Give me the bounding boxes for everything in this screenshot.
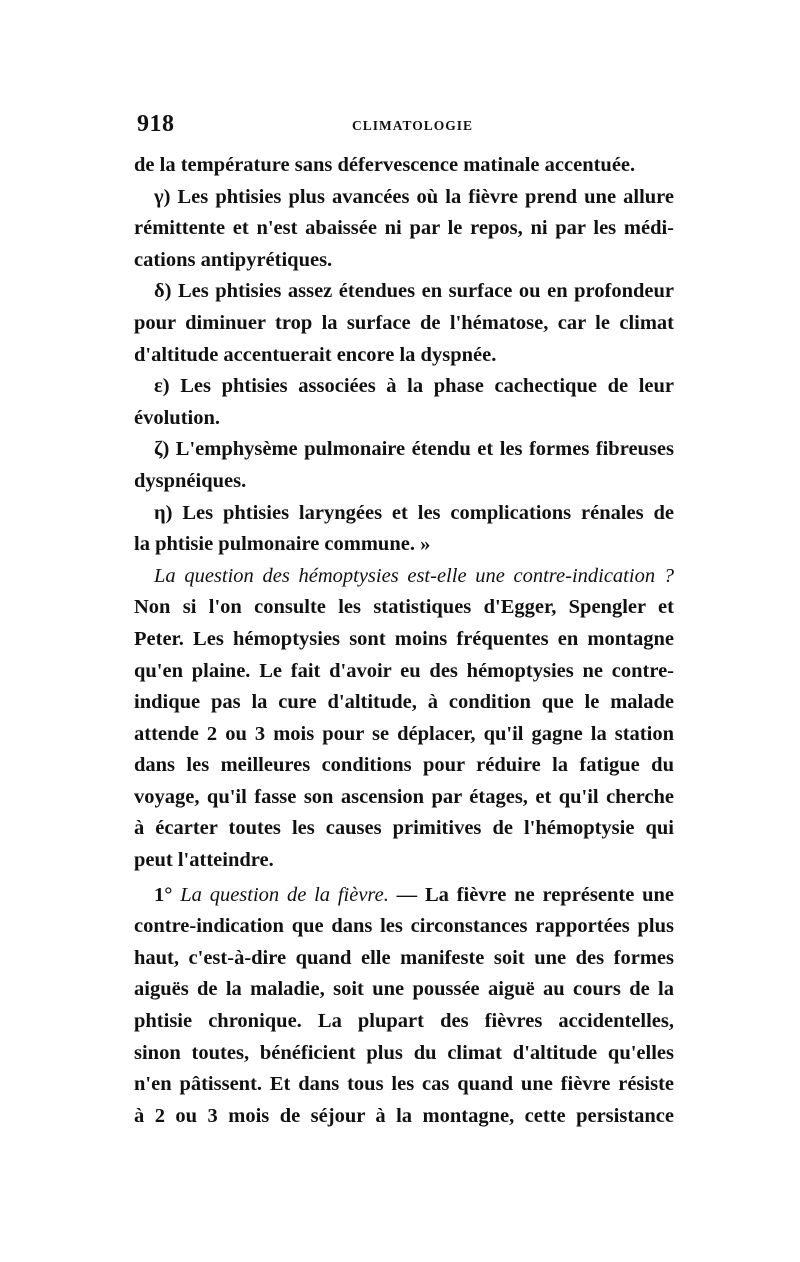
numbered-section-line — [134, 880, 674, 912]
text-line: n'en pâtissent. Et dans tous les cas quand une fièvre résiste — [134, 1073, 674, 1096]
text-line: voyage, qu'il fasse son ascension par étages, et qu'il cherche — [134, 785, 674, 808]
text-line: dans les meilleures conditions pour réduire la fatigue du — [134, 754, 674, 777]
text-line: δ) Les phtisies assez étendues en surface ou en profondeur — [154, 280, 674, 303]
text-line: η) Les phtisies laryngées et les complications rénales de — [154, 501, 674, 524]
running-title: CLIMATOLOGIE — [352, 118, 474, 133]
page-number: 918 — [137, 111, 175, 137]
text-line: évolution. — [134, 406, 220, 429]
text-line: Non si l'on consulte les statistiques d'Egger, Spengler et — [134, 596, 674, 619]
text-line: attende 2 ou 3 mois pour se déplacer, qu'il gagne la station — [134, 722, 674, 745]
text-line: dyspnéiques. — [134, 469, 247, 492]
text-line: à 2 ou 3 mois de séjour à la montagne, cette persistance — [134, 1104, 674, 1127]
text-line: pour diminuer trop la surface de l'hématose, car le climat — [134, 311, 674, 334]
text-line: indique pas la cure d'altitude, à condition que le malade — [134, 691, 674, 714]
section-number: 1° — [154, 883, 181, 906]
body-text — [134, 150, 674, 1132]
text-line: sinon toutes, bénéficient plus du climat d'altitude qu'elles — [134, 1041, 674, 1064]
section-heading-line: La question des hémoptysies est-elle une contre-indication ? — [154, 564, 674, 587]
text-line: de la température sans défervescence matinale accentuée. — [134, 154, 636, 176]
section-lead-text: — La fièvre ne représente une — [388, 883, 674, 906]
text-line: à écarter toutes les causes primitives de l'hémoptysie qui — [134, 817, 674, 840]
text-line: contre-indication que dans les circonstances rapportées plus — [134, 915, 674, 938]
section-title: La question de la fièvre. — [180, 883, 389, 906]
text-line: aiguës de la maladie, soit une poussée aiguë au cours de la — [134, 978, 674, 1001]
text-line: ε) Les phtisies associées à la phase cachectique de leur — [154, 375, 674, 398]
text-line: rémittente et n'est abaissée ni par le repos, ni par les médi- — [134, 217, 674, 240]
text-line: la phtisie pulmonaire commune. » — [134, 533, 431, 556]
text-line: peut l'atteindre. — [134, 849, 274, 872]
text-line: phtisie chronique. La plupart des fièvres accidentelles, — [134, 1010, 674, 1033]
text-line: γ) Les phtisies plus avancées où la fièvre prend une allure — [154, 185, 674, 208]
text-line: haut, c'est-à-dire quand elle manifeste soit une des formes — [134, 946, 674, 969]
text-line: Peter. Les hémoptysies sont moins fréquentes en montagne — [134, 627, 674, 650]
text-line: cations antipyrétiques. — [134, 248, 333, 271]
text-line: ζ) L'emphysème pulmonaire étendu et les formes fibreuses — [154, 438, 674, 461]
page-header — [137, 111, 673, 141]
text-line: d'altitude accentuerait encore la dyspnée. — [134, 343, 497, 366]
text-line: qu'en plaine. Le fait d'avoir eu des hémoptysies ne contre- — [134, 659, 674, 682]
